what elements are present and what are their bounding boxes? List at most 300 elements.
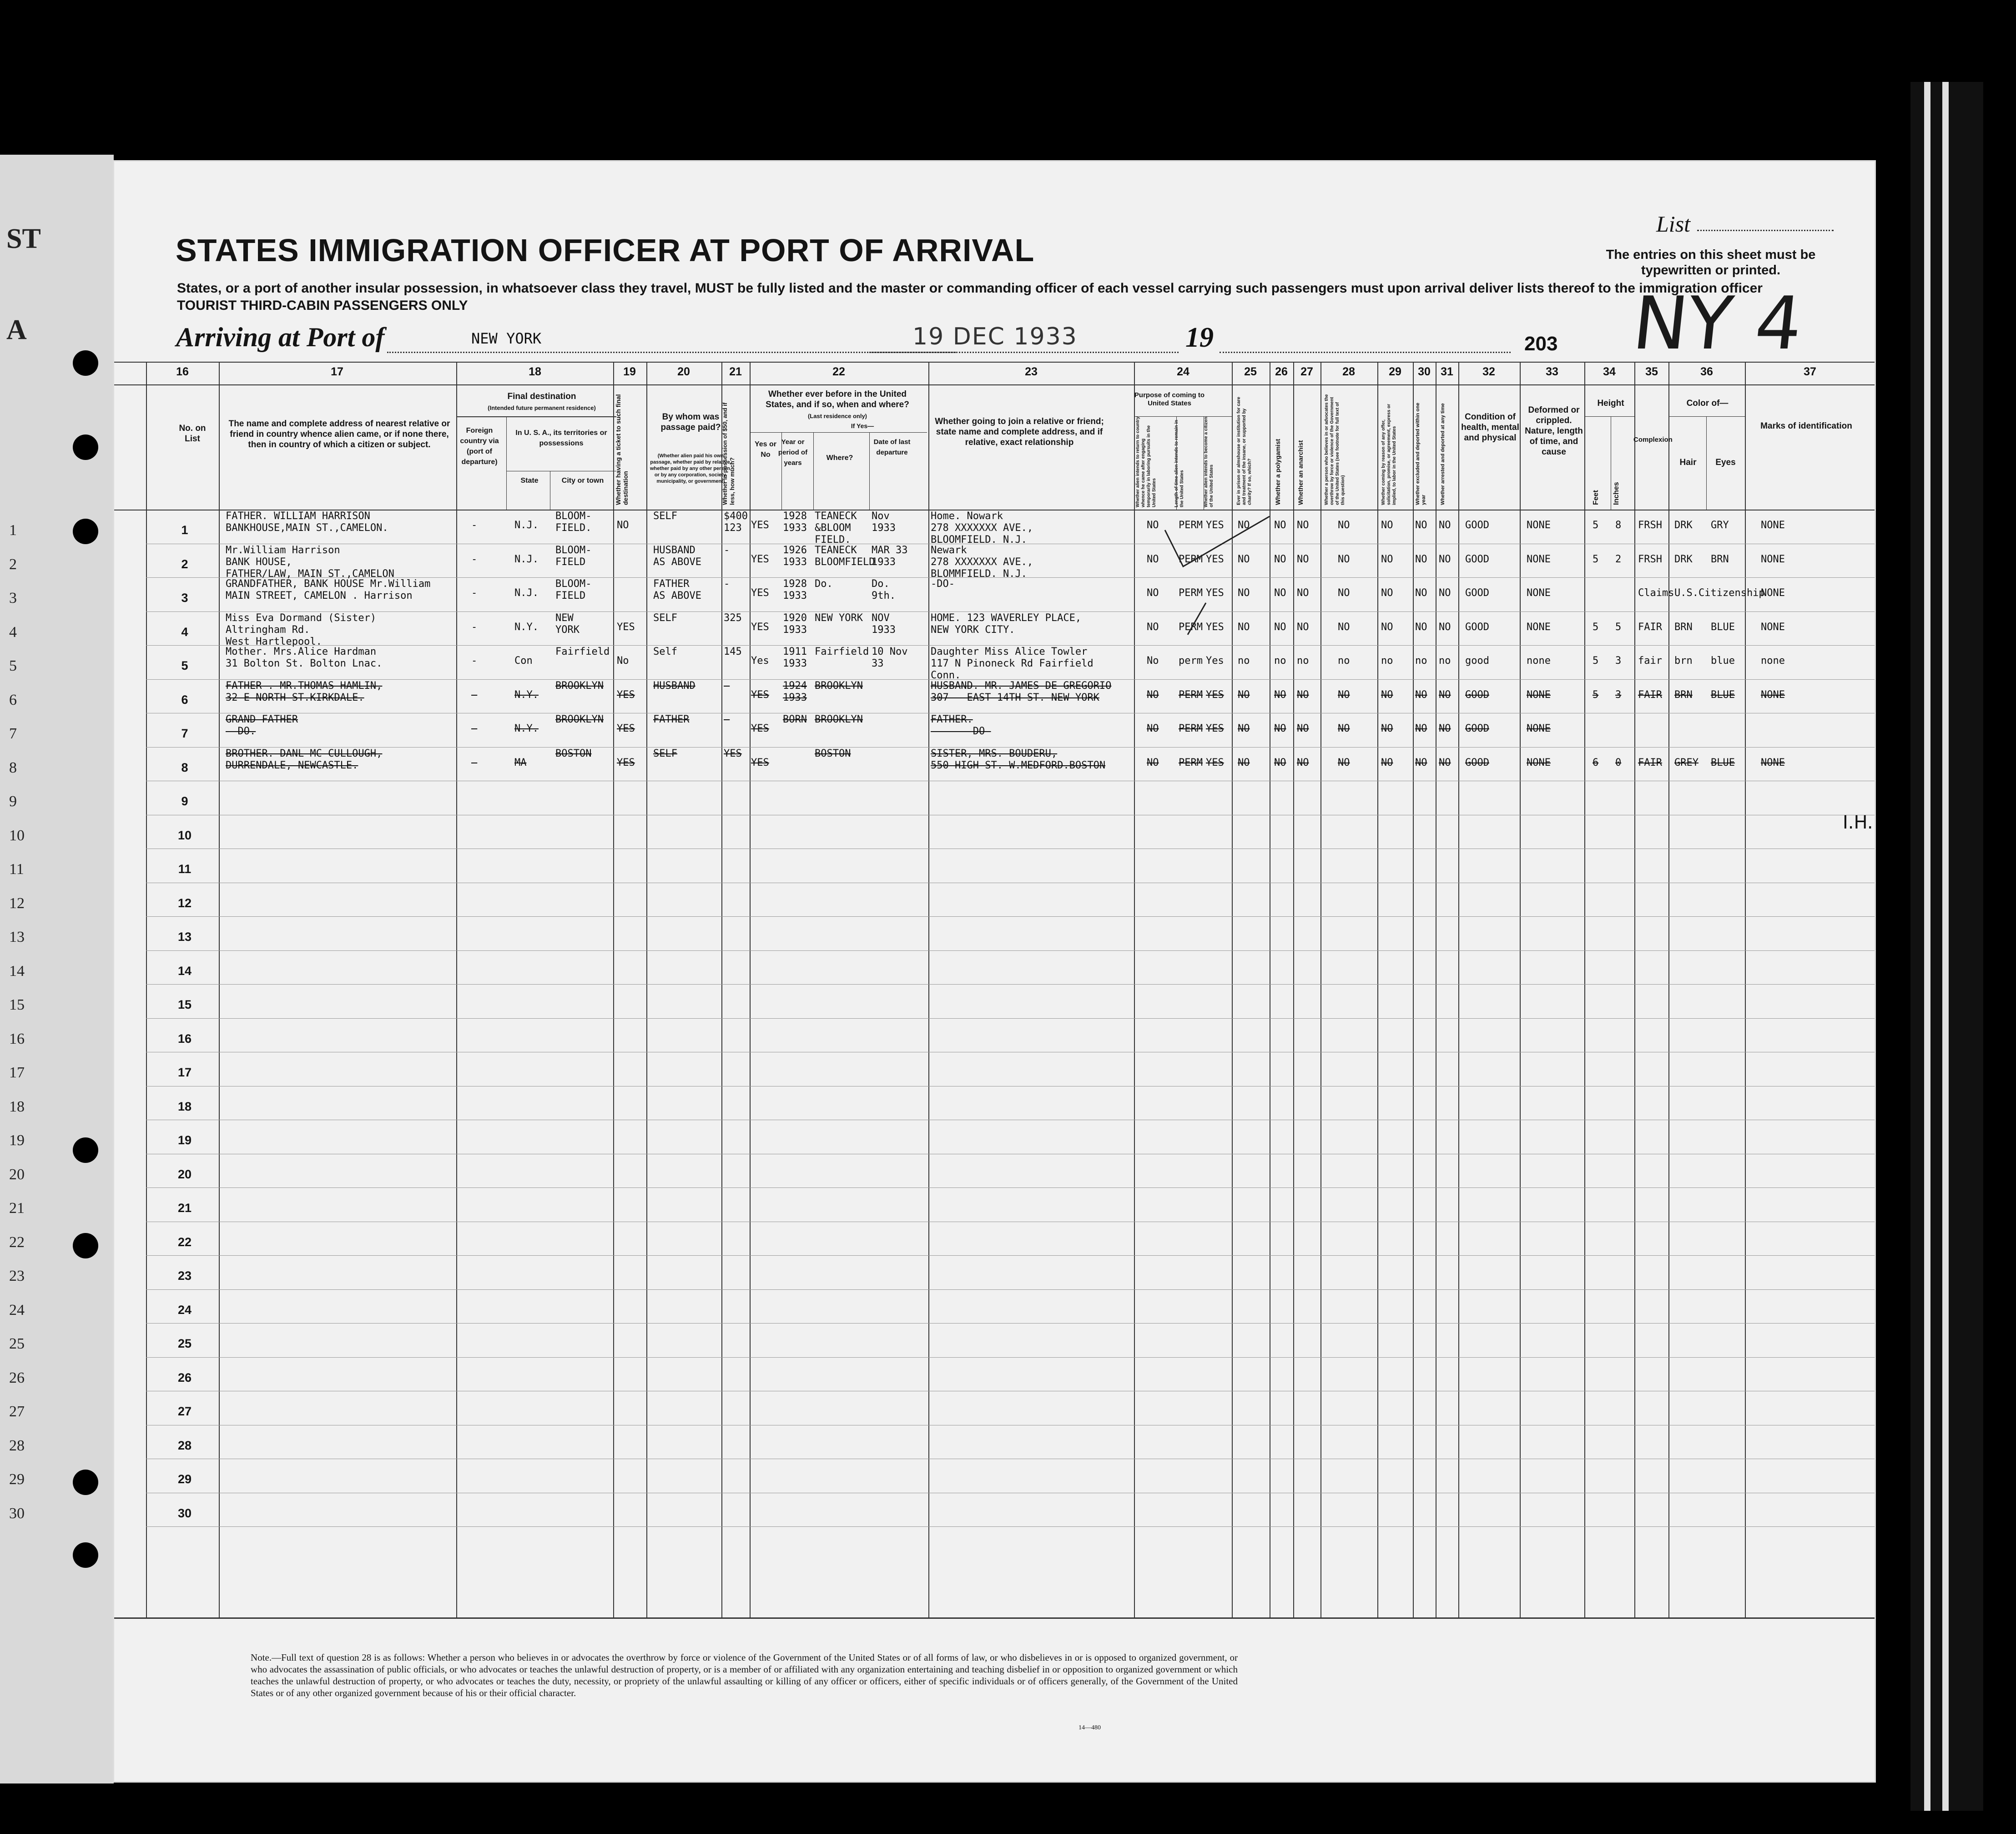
header-passage-sub: (Whether alien paid his own passage, whether paid by relative, whether paid by any other person, or by any corporation, society, municipality, or government) <box>650 453 732 484</box>
strip-row-number: 11 <box>9 861 24 878</box>
header-date-departure: Date of last departure <box>873 438 911 456</box>
cell-q30: NO <box>1415 621 1427 633</box>
cell-q28: NO <box>1338 587 1350 599</box>
punch-hole <box>73 1470 98 1495</box>
cell-state: N.J. <box>514 520 539 531</box>
column-rule <box>219 362 220 1617</box>
cell-paid: FATHER AS ABOVE <box>653 578 701 601</box>
strip-row-number: 28 <box>9 1437 25 1454</box>
cell-hair: U.S.Citizenship <box>1674 587 1765 599</box>
column-number: 31 <box>1441 365 1453 378</box>
header-yes-no: Yes or No <box>754 440 777 459</box>
cell-money: YES <box>724 748 742 759</box>
cell-deformed: NONE <box>1527 587 1551 599</box>
column-rule <box>721 362 722 1617</box>
row-number: 23 <box>177 1269 192 1283</box>
cell-join: HUSBAND. MR. JAMES DE GREGORIO 307 - EAST 14TH ST. NEW YORK <box>931 680 1112 703</box>
header-rule <box>750 432 927 433</box>
column-rule <box>1520 362 1521 1617</box>
cell-q31: NO <box>1439 553 1451 565</box>
cell-marks: NONE <box>1761 689 1785 701</box>
column-rule <box>456 362 457 1617</box>
cell-p-a: NO <box>1147 723 1159 734</box>
header-before-sub: (Last residence only) <box>807 413 867 419</box>
column-number: 32 <box>1482 365 1495 378</box>
cell-city: BLOOM- FIELD <box>555 544 592 568</box>
cell-state: N.J. <box>514 587 539 599</box>
strip-row-number: 7 <box>9 725 17 742</box>
cell-feet: 5 <box>1593 655 1599 667</box>
cell-join: FATHER. -DO- <box>931 714 991 737</box>
cell-q26: NO <box>1274 520 1286 531</box>
cell-foreign: - <box>471 723 478 734</box>
cell-q29: NO <box>1381 520 1393 531</box>
cell-state: Con <box>514 655 533 667</box>
cell-q26: NO <box>1274 757 1286 768</box>
cell-q30: NO <box>1415 757 1427 768</box>
strip-row-number: 5 <box>9 657 17 674</box>
row-number: 24 <box>177 1303 192 1317</box>
cell-ticket: No <box>617 655 629 667</box>
cell-foreign: - <box>471 655 478 667</box>
header-purpose-return: Whether alien intends to return to country whence he came after engaging temporarily in laboring pursuits in the United States <box>1135 416 1157 507</box>
cell-p-a: NO <box>1147 757 1159 768</box>
cell-paid: HUSBAND <box>653 680 696 692</box>
punch-hole <box>73 1542 98 1568</box>
cell-years: 1928 1933 <box>783 578 807 601</box>
year-prefix: 19 <box>1185 322 1214 353</box>
row-rule <box>146 1289 1875 1290</box>
cell-health: GOOD <box>1465 587 1489 599</box>
strip-row-number: 6 <box>9 691 17 708</box>
header-complexion: Complexion <box>1633 436 1673 444</box>
table-rule <box>114 384 1875 385</box>
cell-q29: NO <box>1381 553 1393 565</box>
cell-complexion: FRSH <box>1638 553 1662 565</box>
cell-p-a: NO <box>1147 689 1159 701</box>
header-purpose-citizen: Whether alien intends to become a citizen of the United States <box>1204 417 1214 507</box>
punch-hole <box>73 435 98 460</box>
strip-row-number: 17 <box>9 1064 25 1081</box>
column-rule <box>1584 362 1585 1617</box>
cell-inches: 8 <box>1615 520 1622 531</box>
header-where: Where? <box>826 454 853 462</box>
list-label: List <box>1656 211 1691 237</box>
header-q28: Whether a person who believes in or advocates the overthrow by force or violence of the Government of the United States (see footnote for full text of this question) <box>1324 394 1346 505</box>
cell-inches: 5 <box>1615 621 1622 633</box>
cell-marks: NONE <box>1761 587 1785 599</box>
cell-join: Daughter Miss Alice Towler 117 N Pinoneck Rd Fairfield Conn. <box>931 646 1094 681</box>
header-rule <box>1134 416 1232 417</box>
header-inches: Inches <box>1613 482 1620 505</box>
class-line: TOURIST THIRD-CABIN PASSENGERS ONLY <box>177 298 468 313</box>
cell-p-c: YES <box>1206 723 1224 734</box>
cell-q30: NO <box>1415 553 1427 565</box>
strip-row-number: 26 <box>9 1369 25 1386</box>
cell-deformed: NONE <box>1527 723 1551 734</box>
strip-row-number: 25 <box>9 1335 25 1352</box>
cell-p-b: PERM <box>1179 520 1203 531</box>
cell-relative: Mother. Mrs.Alice Hardman 31 Bolton St. Bolton Lnac. <box>226 646 383 669</box>
cell-q26: NO <box>1274 723 1286 734</box>
cell-state: N.J. <box>514 553 539 565</box>
cell-date: MAR 33 1933 <box>872 544 908 568</box>
header-passage-paid: By whom was passage paid? <box>660 412 721 432</box>
cell-relative: GRANDFATHER, BANK HOUSE Mr.William MAIN STREET, CAMELON . Harrison <box>226 578 431 601</box>
cell-before: Yes <box>751 655 769 667</box>
header-marks: Marks of identification <box>1760 421 1852 431</box>
column-number: 21 <box>729 365 742 378</box>
cell-paid: SELF <box>653 612 677 624</box>
cell-q26: NO <box>1274 689 1286 701</box>
strip-row-number: 22 <box>9 1233 25 1251</box>
cell-q28: NO <box>1338 520 1350 531</box>
cell-complexion: fair <box>1638 655 1662 667</box>
column-rule <box>1458 362 1459 1617</box>
cell-p-c: YES <box>1206 520 1224 531</box>
cell-q31: NO <box>1439 723 1451 734</box>
cell-q28: no <box>1338 655 1350 667</box>
row-number: 8 <box>181 760 188 774</box>
column-rule <box>646 362 647 1617</box>
column-rule <box>613 362 614 1617</box>
column-number: 23 <box>1025 365 1038 378</box>
cell-hair: DRK <box>1674 553 1693 565</box>
cell-q31: NO <box>1439 621 1451 633</box>
column-number: 18 <box>529 365 541 378</box>
date-stamp: 19 DEC 1933 <box>912 323 1078 350</box>
row-number: 26 <box>177 1370 192 1384</box>
strip-row-number: 9 <box>9 793 17 810</box>
cell-q25: NO <box>1238 520 1250 531</box>
cell-q25: NO <box>1238 723 1250 734</box>
cell-q26: NO <box>1274 621 1286 633</box>
cell-q27: NO <box>1297 621 1309 633</box>
list-number-line <box>1697 230 1834 231</box>
column-rule <box>1668 362 1669 1617</box>
cell-health: GOOD <box>1465 621 1489 633</box>
table-rule <box>114 1617 1875 1619</box>
cell-city: BROOKLYN <box>555 680 604 692</box>
cell-complexion: FAIR <box>1638 689 1662 701</box>
footnote: Note.—Full text of question 28 is as follows: Whether a person who believes in or advocates the overthrow by force or violence of the Government of the United States or of all forms of law, or who disbelieves in or is opposed to organized government, or who advocates the assassination of public officials, or who advocates or teaches the unlawful destruction of property, or is a member of or affiliated with any organization entertaining and teaching disbelief in or opposition to organized government or which teaches the unlawful destruction of property, or who advocates or teaches the duty, necessity, or propriety of the unlawful assaulting or killing of any officer or officers, either of specific individuals or of officers generally, of the Government of the United States or of any other organized government because of his or their official character. <box>251 1652 1238 1698</box>
cell-q31: NO <box>1439 587 1451 599</box>
cell-q28: NO <box>1338 757 1350 768</box>
header-money: Whether in possession of $50, and if less, how much? <box>721 402 736 505</box>
cell-deformed: NONE <box>1527 757 1551 768</box>
cell-relative: BROTHER. DANL MC CULLOUGH, DURRENDALE, NEWCASTLE. <box>226 748 383 771</box>
cell-feet: 5 <box>1593 621 1599 633</box>
cell-marks: NONE <box>1761 553 1785 565</box>
cell-date: NOV 1933 <box>872 612 896 636</box>
header-height: Height <box>1597 399 1624 408</box>
cell-q27: NO <box>1297 723 1309 734</box>
header-final-destination: Final destination <box>507 392 576 401</box>
column-number: 28 <box>1342 365 1355 378</box>
header-no-on-list: No. on List <box>179 424 206 444</box>
header-rule <box>1668 416 1745 417</box>
row-rule <box>146 950 1875 951</box>
header-nearest-relative: The name and complete address of nearest relative or friend in country whence alien came, or if none there, then in country of which a citizen or subject. <box>228 419 450 450</box>
row-number: 6 <box>181 692 188 707</box>
row-rule <box>146 1357 1875 1358</box>
row-number: 22 <box>177 1235 192 1249</box>
header-q29: Whether coming by reason of any offer, solicitation, promise, or agreement, express or implied, to labor in the United States <box>1381 404 1397 505</box>
previous-sheet-strip <box>0 155 114 1783</box>
cell-q31: NO <box>1439 520 1451 531</box>
cell-city: Fairfield <box>555 646 610 657</box>
cell-q25: NO <box>1238 689 1250 701</box>
cell-p-c: YES <box>1206 757 1224 768</box>
column-number: 19 <box>623 365 636 378</box>
cell-hair: brn <box>1674 655 1693 667</box>
port-value: NEW YORK <box>471 330 542 347</box>
cell-q29: no <box>1381 655 1393 667</box>
cell-deformed: none <box>1527 655 1551 667</box>
header-rule <box>1176 416 1177 510</box>
cell-complexion: FAIR <box>1638 621 1662 633</box>
header-rule <box>813 432 814 510</box>
cell-q27: NO <box>1297 689 1309 701</box>
cell-q25: NO <box>1238 621 1250 633</box>
cell-q31: NO <box>1439 689 1451 701</box>
strip-row-number: 27 <box>9 1403 25 1420</box>
row-number: 2 <box>181 557 188 571</box>
column-number: 34 <box>1603 365 1616 378</box>
cell-feet: 6 <box>1593 757 1599 768</box>
cell-paid: FATHER <box>653 714 690 725</box>
cell-p-a: NO <box>1147 520 1159 531</box>
cell-foreign: - <box>471 689 478 701</box>
cell-years: 1928 1933 <box>783 510 807 534</box>
strip-row-number: 21 <box>9 1200 25 1217</box>
cell-money: - <box>724 680 730 692</box>
row-number: 21 <box>177 1201 192 1215</box>
cell-p-c: Yes <box>1206 655 1224 667</box>
cell-state: MA <box>514 757 527 768</box>
cell-q30: no <box>1415 655 1427 667</box>
cell-q29: NO <box>1381 621 1393 633</box>
cell-foreign: - <box>471 553 478 565</box>
header-color: Color of— <box>1686 399 1729 408</box>
cell-eyes: BRN <box>1711 553 1729 565</box>
cell-feet: 5 <box>1593 553 1599 565</box>
cell-p-b: PERM <box>1179 587 1203 599</box>
cell-p-a: NO <box>1147 553 1159 565</box>
header-join-relative: Whether going to join a relative or friend; state name and complete address, and if relative, exact relationship <box>935 417 1104 447</box>
cell-inches: 2 <box>1615 553 1622 565</box>
row-rule <box>146 747 1875 748</box>
cell-money: 145 <box>724 646 742 657</box>
cell-ticket: YES <box>617 723 635 734</box>
header-arrested: Whether arrested and deported at any time <box>1440 403 1446 505</box>
cell-before: YES <box>751 621 769 633</box>
row-rule <box>146 645 1875 646</box>
strip-row-number: 30 <box>9 1505 25 1522</box>
cell-q26: NO <box>1274 587 1286 599</box>
cell-where: TEANECK &BLOOM FIELD. <box>815 510 857 546</box>
cell-ticket: NO <box>617 520 629 531</box>
cell-before: YES <box>751 757 769 768</box>
header-foreign-country: Foreign country via (port of departure) <box>460 427 499 466</box>
strip-row-number: 1 <box>9 522 17 539</box>
row-number: 3 <box>181 591 188 605</box>
cell-join: -DO- <box>931 578 955 590</box>
cell-q25: NO <box>1238 587 1250 599</box>
handwritten-initials: I.H. <box>1843 812 1873 833</box>
row-number: 4 <box>181 625 188 639</box>
cell-ticket: YES <box>617 757 635 768</box>
header-excluded: Whether excluded and deported within one year <box>1415 403 1426 505</box>
row-number: 5 <box>181 659 188 672</box>
row-rule <box>146 1018 1875 1019</box>
cell-foreign: - <box>471 520 478 531</box>
column-number: 33 <box>1546 365 1558 378</box>
cell-q30: NO <box>1415 689 1427 701</box>
cell-eyes: blue <box>1711 655 1735 667</box>
cell-q27: NO <box>1297 587 1309 599</box>
cell-q27: NO <box>1297 553 1309 565</box>
column-rule <box>750 362 751 1617</box>
cell-q31: NO <box>1439 757 1451 768</box>
header-anarchist: Whether an anarchist <box>1297 440 1304 505</box>
column-rule <box>1745 362 1746 1617</box>
cell-eyes: BLUE <box>1711 621 1735 633</box>
cell-eyes: GRY <box>1711 520 1729 531</box>
strip-row-number: 10 <box>9 827 25 844</box>
cell-relative: FATHER . MR.THOMAS HAMLIN, 32 E NORTH ST.KIRKDALE. <box>226 680 383 703</box>
typewriter-note: The entries on this sheet must be typewritten or printed. <box>1606 248 1816 278</box>
cell-date: 10 Nov 33 <box>872 646 908 669</box>
header-rule <box>869 432 870 510</box>
column-number: 26 <box>1275 365 1288 378</box>
column-rule <box>146 362 147 1617</box>
cell-health: GOOD <box>1465 520 1489 531</box>
arriving-label: Arriving at Port of <box>176 322 385 352</box>
cell-q29: NO <box>1381 723 1393 734</box>
cell-health: good <box>1465 655 1489 667</box>
cell-marks: NONE <box>1761 621 1785 633</box>
column-number: 37 <box>1804 365 1816 378</box>
row-number: 18 <box>177 1099 192 1113</box>
row-number: 29 <box>177 1472 192 1486</box>
strip-fragment: ST <box>6 223 41 254</box>
cell-marks: NONE <box>1761 520 1785 531</box>
strip-row-number: 18 <box>9 1098 25 1115</box>
cell-money: - <box>724 714 730 725</box>
cell-before: YES <box>751 689 769 701</box>
row-rule <box>146 984 1875 985</box>
cell-complexion: FAIR <box>1638 757 1662 768</box>
row-number: 27 <box>177 1405 192 1418</box>
cell-deformed: NONE <box>1527 689 1551 701</box>
cell-p-c: YES <box>1206 587 1224 599</box>
cell-q27: no <box>1297 655 1309 667</box>
header-in-usa: In U. S. A., its territories or possessions <box>515 429 607 447</box>
cell-q27: NO <box>1297 757 1309 768</box>
column-number: 29 <box>1389 365 1401 378</box>
cell-health: GOOD <box>1465 757 1489 768</box>
check-mark <box>1156 512 1274 639</box>
row-number: 16 <box>177 1031 192 1046</box>
row-number: 9 <box>181 794 188 808</box>
header-purpose-length: Length of time alien intends to remain in the United States <box>1174 419 1184 507</box>
cell-hair: DRK <box>1674 520 1693 531</box>
instructions-line: States, or a port of another insular possession, in whatsoever class they travel, MUST be fully listed and the master or commanding officer of each vessel carrying such passengers must upon arrival deliver lists thereof to the immigration officer <box>177 281 1763 296</box>
header-if-yes: If Yes— <box>851 422 874 429</box>
cell-where: BROOKLYN <box>815 714 863 725</box>
header-polygamist: Whether a polygamist <box>1274 439 1281 505</box>
cell-q31: no <box>1439 655 1451 667</box>
column-number: 35 <box>1645 365 1658 378</box>
row-number: 13 <box>177 930 192 944</box>
column-rule <box>1293 362 1294 1617</box>
cell-complexion: FRSH <box>1638 520 1662 531</box>
cell-join: Home. Nowark 278 XXXXXXX AVE., BLOOMFIELD. N.J. <box>931 510 1033 546</box>
film-edge-mark <box>1924 82 1930 1811</box>
cell-health: GOOD <box>1465 689 1489 701</box>
header-destination-sub: (Intended future permanent residence) <box>488 404 596 411</box>
cell-money: - <box>724 544 730 556</box>
header-city: City or town <box>561 477 604 485</box>
cell-q26: NO <box>1274 553 1286 565</box>
cell-relative: Miss Eva Dormand (Sister) Altringham Rd. West Hartlepool. <box>226 612 377 647</box>
strip-row-number: 20 <box>9 1166 25 1183</box>
cell-hair: BRN <box>1674 689 1693 701</box>
column-rule <box>928 362 929 1617</box>
strip-row-number: 13 <box>9 929 25 945</box>
cell-city: BOSTON <box>555 748 592 759</box>
cell-relative: GRAND FATHER DO. <box>226 714 298 737</box>
header-state: State <box>520 477 539 485</box>
cell-health: GOOD <box>1465 723 1489 734</box>
strip-row-number: 3 <box>9 590 17 606</box>
cell-complexion: Claims <box>1638 587 1674 599</box>
cell-eyes: BLUE <box>1711 757 1735 768</box>
cell-city: NEW YORK <box>555 612 580 636</box>
header-ticket: Whether having a ticket to such final destination <box>615 394 629 505</box>
row-number: 12 <box>177 896 192 910</box>
cell-marks: NONE <box>1761 757 1785 768</box>
row-number: 1 <box>181 523 188 537</box>
cell-city: BLOOM- FIELD. <box>555 510 592 534</box>
cell-where: BROOKLYN <box>815 680 863 692</box>
cell-years: 1920 1933 <box>783 612 807 636</box>
row-number: 28 <box>177 1438 192 1452</box>
column-number: 27 <box>1300 365 1313 378</box>
film-edge <box>1910 82 1983 1811</box>
strip-row-number: 14 <box>9 962 25 980</box>
punch-hole <box>73 1137 98 1163</box>
cell-join: Newark 278 XXXXXXX AVE., BLOMMFIELD. N.J. <box>931 544 1033 580</box>
cell-eyes: BLUE <box>1711 689 1735 701</box>
column-number: 30 <box>1418 365 1431 378</box>
strip-row-number: 4 <box>9 623 17 641</box>
cell-before: YES <box>751 587 769 599</box>
cell-p-c: YES <box>1206 689 1224 701</box>
cell-p-a: NO <box>1147 587 1159 599</box>
cell-q25: NO <box>1238 553 1250 565</box>
cell-where: NEW YORK <box>815 612 863 624</box>
row-number: 11 <box>178 862 192 876</box>
header-purpose: Purpose of coming to United States <box>1134 391 1205 407</box>
row-rule <box>146 1255 1875 1256</box>
row-number: 15 <box>177 998 192 1011</box>
header-health: Condition of health, mental and physical <box>1461 412 1519 443</box>
row-number: 14 <box>177 964 192 978</box>
header-rule <box>1584 416 1634 417</box>
table-rule <box>114 362 1875 363</box>
